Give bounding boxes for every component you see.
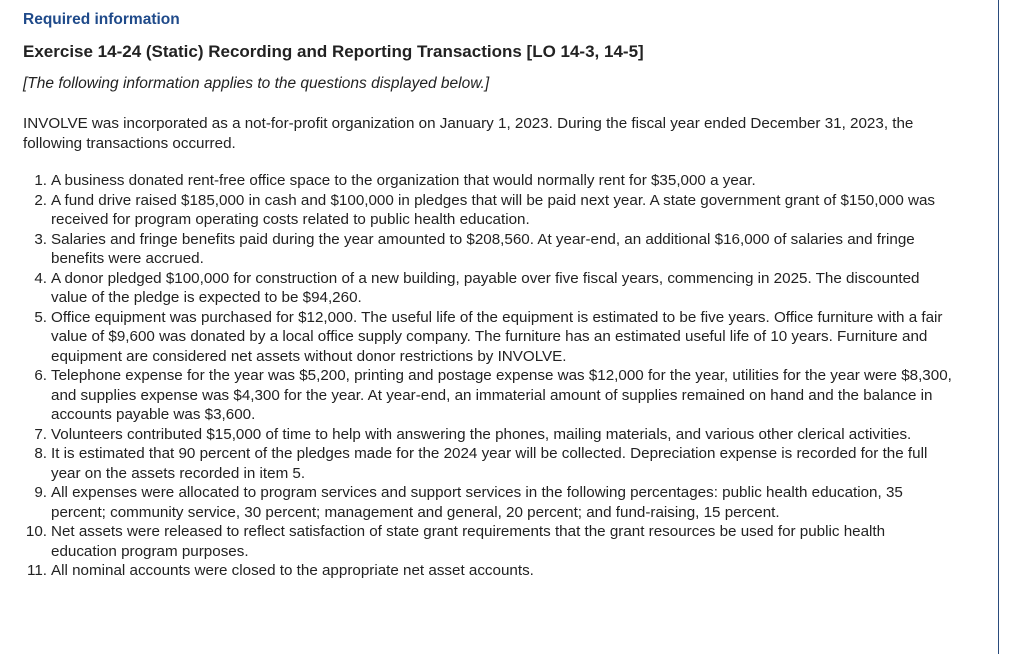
item-text: It is estimated that 90 percent of the pledges made for the 2024 year will be collected. Depreciation expense is recorded for the full year on the assets recorded in item 5. (51, 445, 928, 482)
item-number: 1. (34, 172, 47, 189)
list-item (23, 561, 955, 581)
required-information-heading: Required information (23, 11, 180, 28)
item-text: A fund drive raised $185,000 in cash and $100,000 in pledges that will be paid next year. A state government grant of $150,000 was received for program operating costs related to public health education. (51, 191, 936, 228)
item-number: 11. (27, 562, 47, 579)
list-item (23, 444, 955, 483)
applies-note: [The following information applies to the questions displayed below.] (23, 75, 490, 92)
item-text: Salaries and fringe benefits paid during the year amounted to $208,560. At year-end, an additional $16,000 of salaries and fringe benefits were accrued. (51, 230, 915, 267)
item-text: All expenses were allocated to program services and support services in the following percentages: public health education, 35 percent; community service, 30 percent; management and general, 20 percent; and fund-raising, 15 percent. (51, 484, 903, 521)
item-number: 10. (25, 523, 47, 540)
list-item (23, 425, 955, 445)
list-item (23, 366, 955, 425)
item-text: Net assets were released to reflect satisfaction of state grant requirements that the grant resources be used for public health education program purposes. (51, 523, 886, 560)
item-number: 2. (34, 191, 47, 209)
transactions-list (23, 171, 955, 581)
intro-paragraph: INVOLVE was incorporated as a not-for-profit organization on January 1, 2023. During the fiscal year ended December 31, 2023, the following transactions occurred. (23, 115, 914, 152)
item-text: All nominal accounts were closed to the appropriate net asset accounts. (51, 562, 534, 579)
item-text: Office equipment was purchased for $12,000. The useful life of the equipment is estimated to be five years. Office furniture with a fair value of $9,600 was donated by a local office supply company. The furniture has an estimated useful life of 10 years. Furniture and equipment are considered net assets without donor restrictions by INVOLVE. (51, 308, 943, 365)
item-number: 3. (34, 230, 47, 248)
item-text: A business donated rent-free office space to the organization that would normally rent for $35,000 a year. (51, 172, 756, 189)
list-item (23, 308, 955, 367)
item-number: 8. (34, 445, 47, 462)
exercise-title: Exercise 14-24 (Static) Recording and Reporting Transactions [LO 14-3, 14-5] (23, 42, 644, 61)
item-text: Telephone expense for the year was $5,200, printing and postage expense was $12,000 for the year, utilities for the year were $8,300, and supplies expense was $4,300 for the year. At year-end, an immaterial amount of supplies remained on hand and the balance in accounts payable was $3,600. (51, 367, 952, 423)
list-item (23, 522, 955, 561)
list-item (23, 483, 955, 522)
list-item (23, 171, 955, 191)
item-number: 5. (34, 308, 47, 326)
item-text: Volunteers contributed $15,000 of time to help with answering the phones, mailing materials, and various other clerical activities. (51, 425, 912, 443)
item-number: 6. (34, 367, 47, 384)
right-border-rule (998, 0, 999, 654)
item-text: A donor pledged $100,000 for construction of a new building, payable over five fiscal years, commencing in 2025. The discounted value of the pledge is expected to be $94,260. (51, 269, 920, 306)
list-item (23, 269, 955, 308)
item-number: 7. (34, 425, 47, 443)
list-item (23, 230, 955, 269)
item-number: 4. (34, 269, 47, 287)
list-item (23, 191, 955, 230)
item-number: 9. (34, 484, 47, 501)
